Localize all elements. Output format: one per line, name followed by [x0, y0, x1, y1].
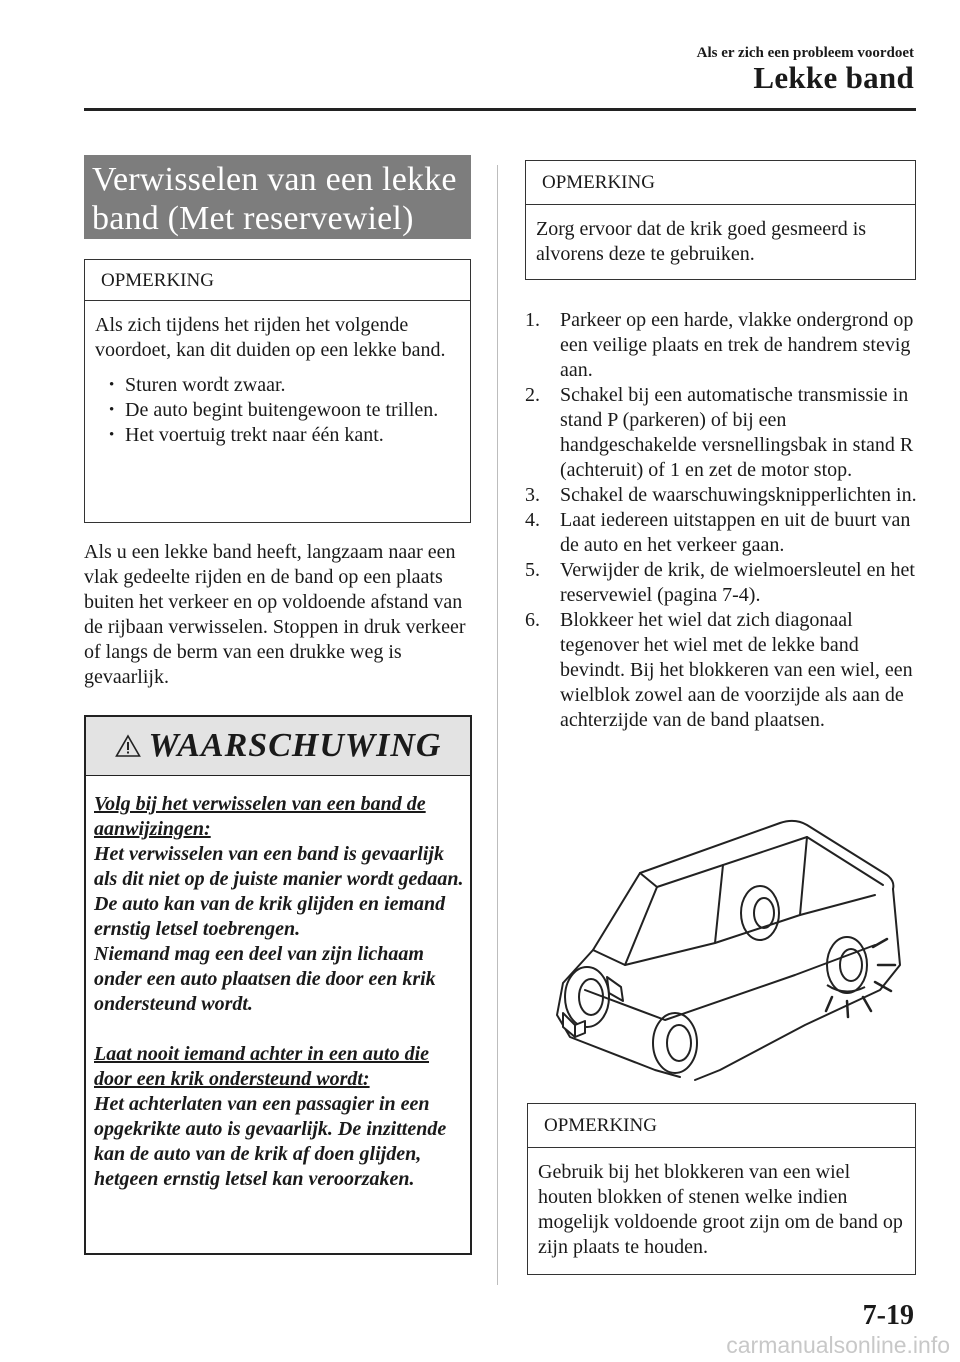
note-box-blocks: [527, 1103, 916, 1275]
warning-text: Het verwisselen van een band is gevaarlijk als dit niet op de juiste manier wordt gedaan. De auto kan van de krik glijden en iemand ernstig letsel toebrengen.: [94, 843, 464, 940]
header-divider: [84, 108, 916, 111]
note-intro: Als zich tijdens het rijden het volgende voordoet, kan dit duiden op een lekke band.: [95, 314, 446, 361]
watermark: carmanualsonline.info: [726, 1332, 950, 1358]
header-section-label: Als er zich een probleem voordoet: [696, 45, 914, 61]
step-text: Blokkeer het wiel dat zich diagonaal tegenover het wiel met de lekke band bevindt. Bij het blokkeren van een wiel, een wielblok zowel aan de voorzijde als aan de achterzijde van de band plaatsen.: [560, 609, 913, 731]
wheel-front-right: [653, 1013, 697, 1073]
note-box-symptoms: [84, 259, 471, 523]
step-number: 6.: [525, 609, 540, 631]
car-wheel-chock-illustration: [545, 815, 915, 1090]
step-number: 1.: [525, 309, 540, 331]
warning-subheading: Volg bij het verwisselen van een band de aanwijzingen:: [94, 793, 426, 840]
step-text: Laat iedereen uitstappen en uit de buurt van de auto en het verkeer gaan.: [560, 509, 911, 556]
section-title: [84, 155, 471, 239]
wheel-rear-left: [741, 886, 779, 940]
step-number: 5.: [525, 559, 540, 581]
warning-header: [86, 717, 470, 776]
steps-list: [525, 308, 920, 733]
step-text: Parkeer op een harde, vlakke ondergrond op een veilige plaats en trek de handrem stevig aan.: [560, 309, 914, 381]
wheel-flat-tire: [827, 937, 867, 993]
note-bullet: • Sturen wordt zwaar.: [95, 373, 460, 398]
warning-box: [84, 715, 472, 1255]
note-body: Gebruik bij het blokkeren van een wiel houten blokken of stenen welke indien mogelijk voldoende groot zijn om de band op zijn plaats te houden.: [538, 1161, 903, 1258]
note-box-jack: [525, 160, 916, 280]
step-number: 4.: [525, 509, 540, 531]
warning-triangle-icon: [115, 734, 141, 758]
warning-body: [86, 776, 470, 1192]
step-item: [525, 483, 920, 508]
step-text: Schakel bij een automatische transmissie in stand P (parkeren) of bij een handgeschakelde versnellingsbak in stand R (achteruit) of 1 en zet de motor stop.: [560, 384, 914, 481]
step-number: 2.: [525, 384, 540, 406]
step-item: [525, 608, 920, 733]
note-body: Zorg ervoor dat de krik goed gesmeerd is alvorens deze te gebruiken.: [536, 218, 867, 265]
note-bullet-list: [95, 373, 460, 448]
warning-subheading: Laat nooit iemand achter in een auto die door een krik ondersteund wordt:: [94, 1043, 430, 1090]
note-body: [85, 301, 470, 448]
step-text: Verwijder de krik, de wielmoersleutel en het reservewiel (pagina 7-4).: [560, 559, 915, 606]
note-heading: OPMERKING: [526, 161, 915, 205]
section-title-line2: band (Met reservewiel): [92, 200, 414, 237]
page-number: 7-19: [862, 1300, 914, 1331]
note-bullet: • De auto begint buitengewoon te trillen.: [95, 398, 460, 423]
header-title: Lekke band: [753, 60, 914, 95]
warning-text: Niemand mag een deel van zijn lichaam onder een auto plaatsen die door een krik ondersteund wordt.: [94, 943, 436, 1015]
warning-title: WAARSCHUWING: [148, 727, 442, 764]
wheel-chocked: [565, 967, 609, 1027]
note-heading: OPMERKING: [85, 260, 470, 301]
step-item: [525, 308, 920, 383]
section-title-line1: Verwisselen van een lekke: [92, 161, 457, 198]
step-text: Schakel de waarschuwingsknipperlichten in.: [560, 484, 917, 506]
step-item: [525, 383, 920, 483]
body-paragraph: Als u een lekke band heeft, langzaam naar een vlak gedeelte rijden en de band op een plaats buiten het verkeer en op voldoende afstand van de rijbaan verwisselen. Stoppen in druk verkeer of langs de berm van een drukke weg is gevaarlijk.: [84, 541, 466, 688]
step-number: 3.: [525, 484, 540, 506]
note-heading: OPMERKING: [528, 1104, 915, 1148]
wheel-chocks: [563, 977, 623, 1037]
spacer: [94, 1017, 470, 1042]
warning-text: Het achterlaten van een passagier in een opgekrikte auto is gevaarlijk. De inzittende kan de auto van de krik af doen glijden, hetgeen ernstig letsel kan veroorzaken.: [94, 1093, 447, 1190]
step-item: [525, 558, 920, 608]
step-item: [525, 508, 920, 558]
column-divider: [497, 165, 498, 1285]
note-bullet: • Het voertuig trekt naar één kant.: [95, 423, 460, 448]
